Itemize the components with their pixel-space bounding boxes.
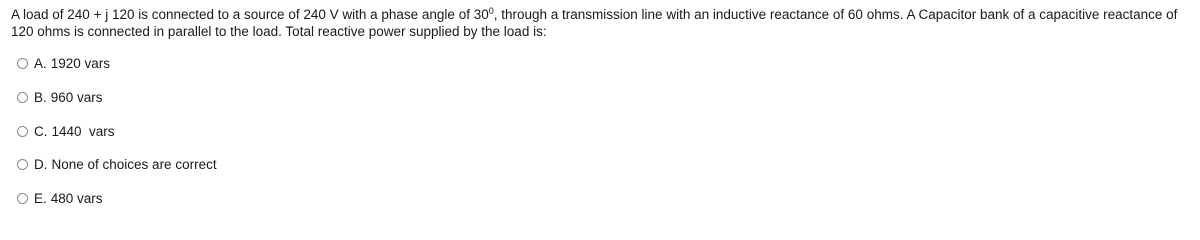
- option-d-letter: D.: [34, 157, 48, 173]
- option-a-letter: A.: [34, 56, 47, 71]
- option-e-letter: E.: [34, 191, 47, 206]
- option-a[interactable]: [17, 55, 217, 72]
- option-c[interactable]: [17, 123, 217, 140]
- option-b[interactable]: [17, 89, 217, 106]
- radio-button-a[interactable]: [17, 58, 28, 69]
- option-a-text: 1920 vars: [50, 56, 111, 71]
- option-d[interactable]: [17, 156, 217, 173]
- option-e-text: 480 vars: [50, 191, 103, 206]
- question-text: [11, 6, 1191, 40]
- radio-button-e[interactable]: [17, 193, 28, 204]
- degree-superscript: 0: [488, 6, 494, 16]
- radio-button-d[interactable]: [17, 159, 28, 170]
- answer-options: [17, 55, 217, 224]
- question-text-part1: A load of 240 + j 120 is connected to a source of 240 V with a phase angle of 30: [11, 7, 489, 22]
- option-b-letter: B.: [34, 89, 47, 105]
- option-b-text: 960 vars: [50, 89, 103, 105]
- option-c-letter: C.: [34, 123, 48, 139]
- option-d-text: None of choices are correct: [51, 157, 217, 173]
- option-c-text: 1440 vars: [51, 123, 115, 139]
- radio-button-b[interactable]: [17, 92, 28, 103]
- radio-button-c[interactable]: [17, 126, 28, 137]
- option-e[interactable]: [17, 190, 217, 207]
- question-text-part2: , through a transmission line with an inductive reactance of 60 ohms. A Capacitor bank of a capacitive reactance of 120 ohms is connected in parallel to the load. Total reactive power supplied by the load is:: [11, 7, 1178, 39]
